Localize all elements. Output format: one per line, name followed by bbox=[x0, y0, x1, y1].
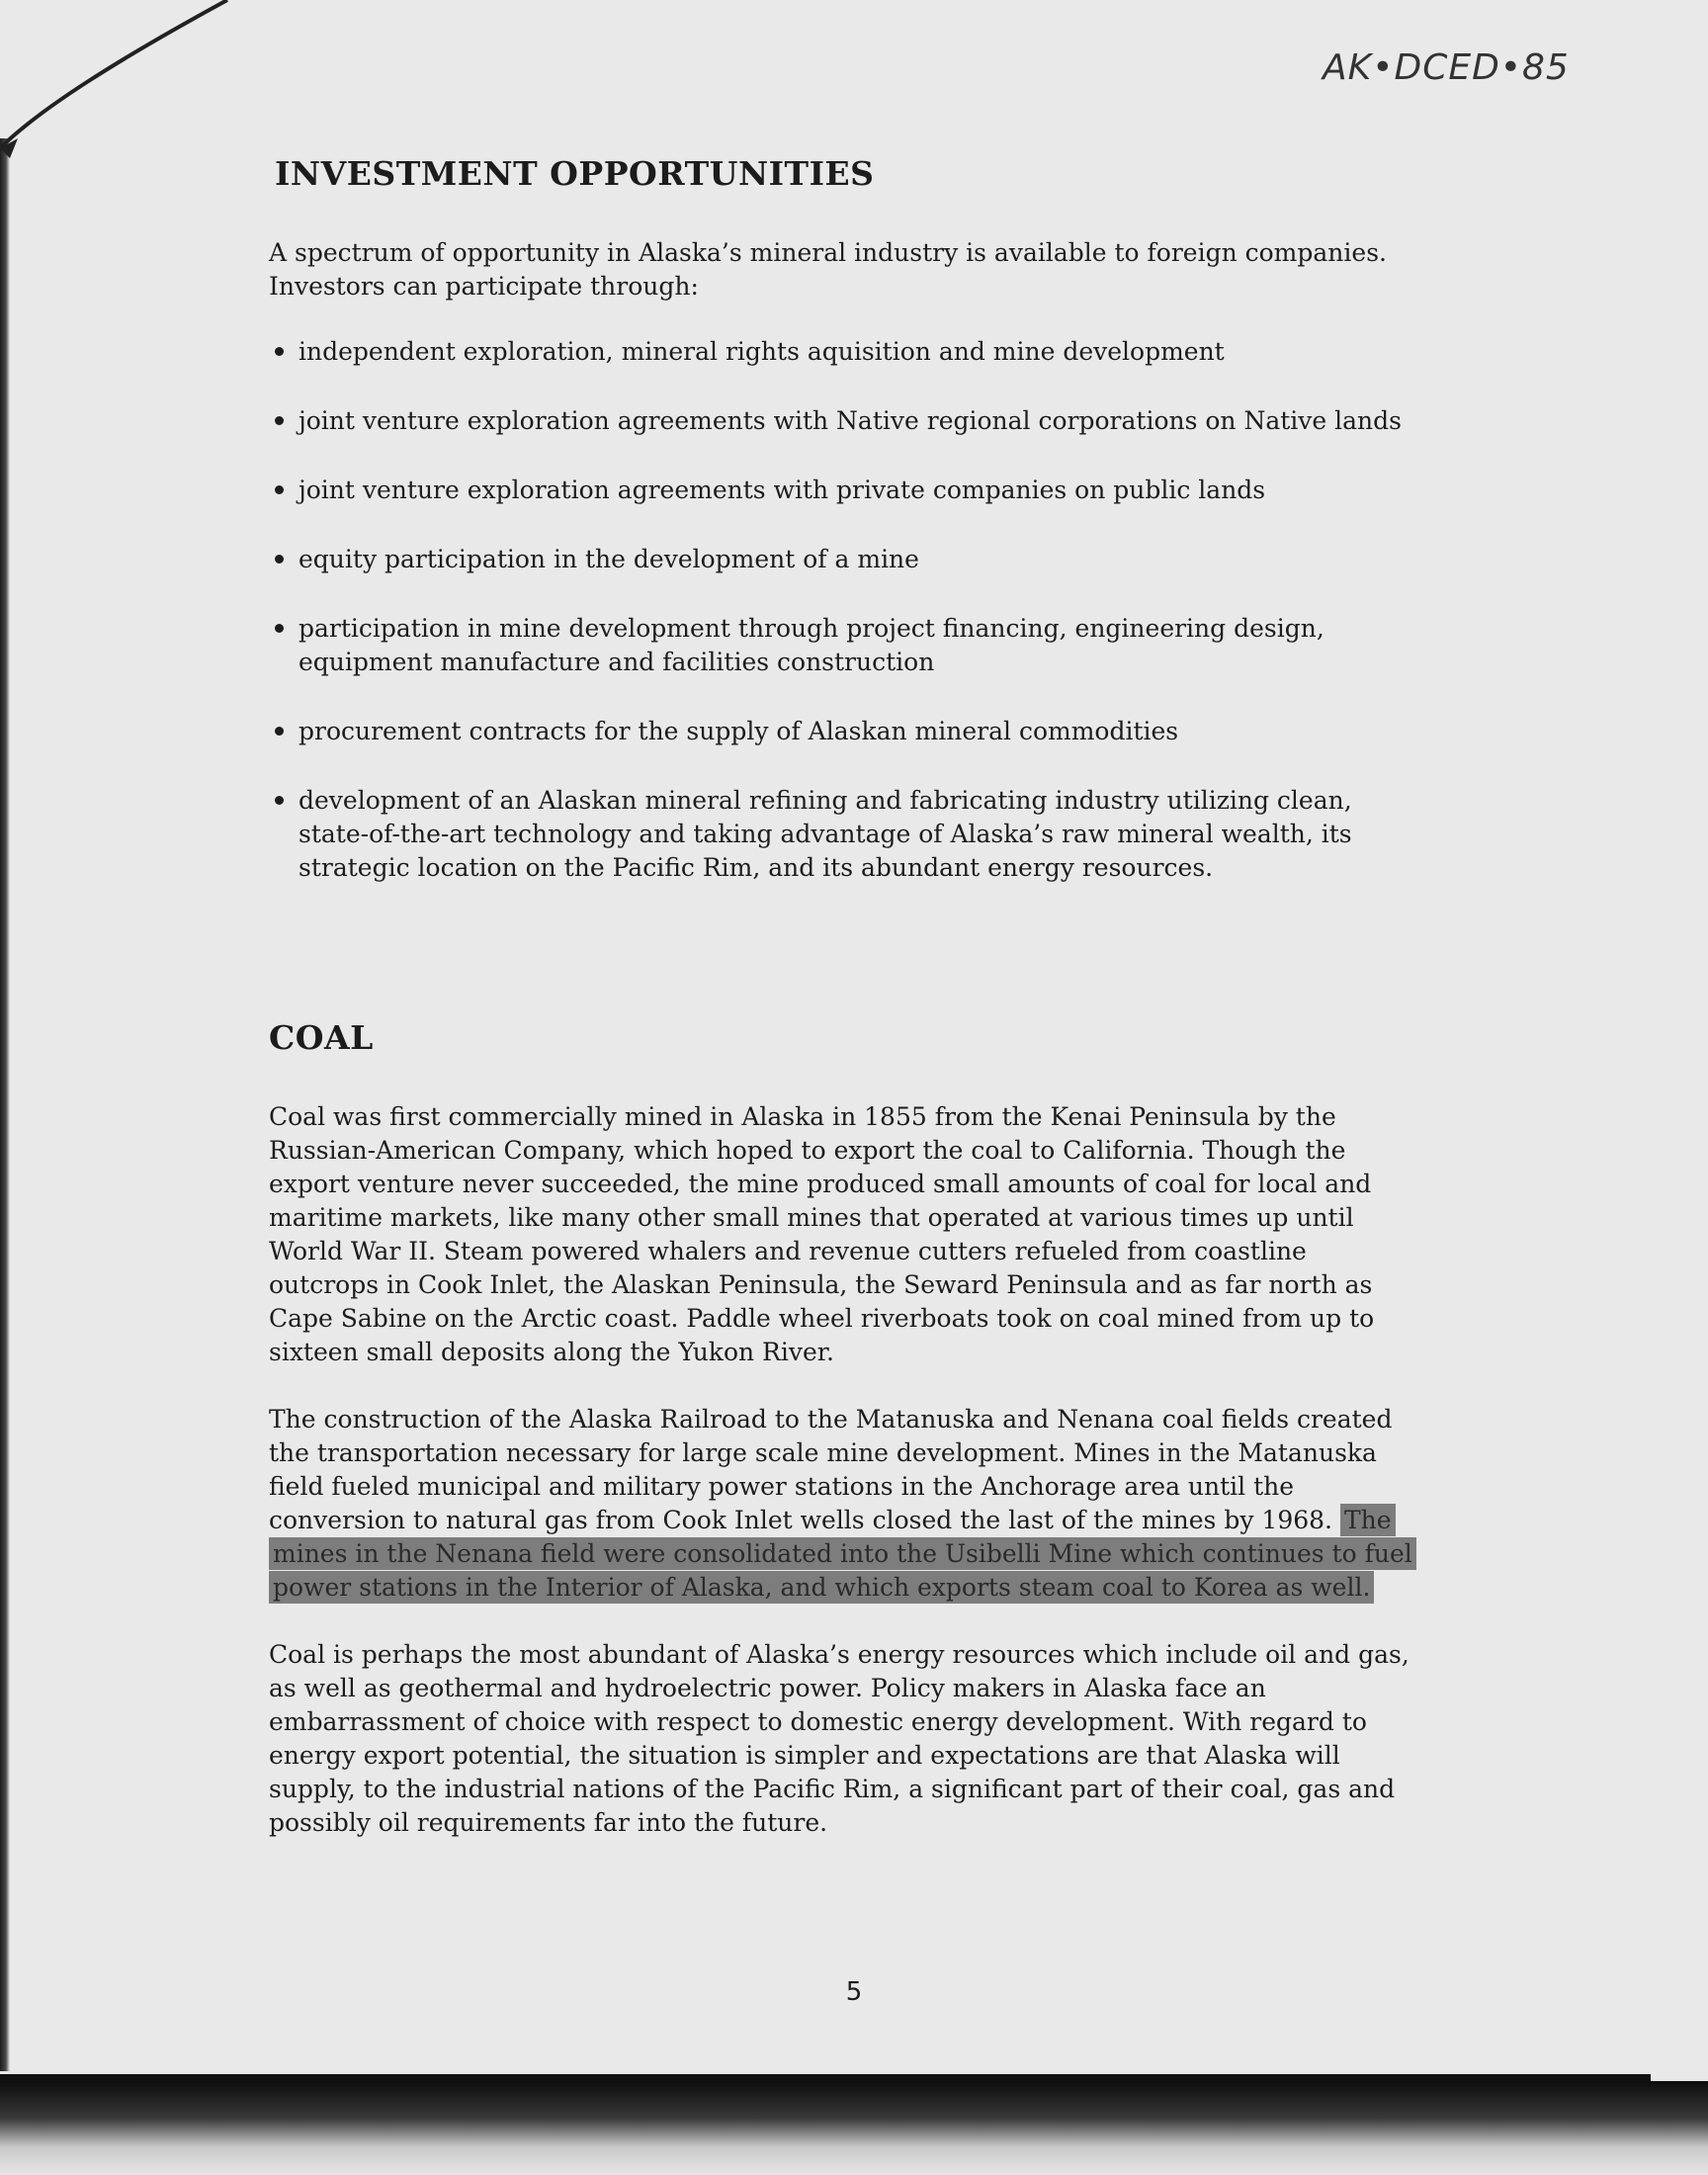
scan-bottom-edge bbox=[0, 2074, 1651, 2081]
highlighted-text: The mines in the Nenana field were consolidated into the Usibelli Mine which continues to fuel power stations in the Interior of Alaska, and which exports steam coal to Korea as well. bbox=[269, 1504, 1416, 1604]
investment-heading: INVESTMENT OPPORTUNITIES bbox=[275, 154, 875, 193]
coal-section bbox=[269, 1018, 1415, 1873]
coal-paragraph-1: Coal was first commercially mined in Alaska in 1855 from the Kenai Peninsula by the Russian-American Company, which hoped to export the coal to California. Though the export venture never succeeded, the mine produced small amounts of coal for local and maritime markets, like many other small mines that operated at various times up until World War II. Steam powered whalers and revenue cutters refueled from coastline outcrops in Cook Inlet, the Alaskan Peninsula, the Seward Peninsula and as far north as Cape Sabine on the Arctic coast. Paddle wheel riverboats took on coal mined from up to sixteen small deposits along the Yukon River. bbox=[269, 1102, 1375, 1366]
investment-bullet-list bbox=[269, 335, 1415, 885]
list-item: joint venture exploration agreements with Native regional corporations on Native lands bbox=[269, 404, 1415, 438]
list-item: equity participation in the development of a mine bbox=[269, 543, 1415, 576]
list-item: procurement contracts for the supply of Alaskan mineral commodities bbox=[269, 715, 1415, 748]
list-item: independent exploration, mineral rights aquisition and mine development bbox=[269, 335, 1415, 369]
page-number: 5 bbox=[845, 1977, 863, 2007]
list-item: participation in mine development through project financing, engineering design, equipment manufacture and facilities construction bbox=[269, 612, 1415, 679]
list-item: joint venture exploration agreements with private companies on public lands bbox=[269, 474, 1415, 507]
investment-section bbox=[269, 154, 1415, 920]
scan-background bbox=[0, 2081, 1708, 2175]
coal-heading: COAL bbox=[269, 1018, 374, 1057]
coal-paragraph-2 bbox=[269, 1403, 1415, 1605]
folded-corner-line bbox=[0, 0, 237, 158]
coal-paragraph-3: Coal is perhaps the most abundant of Alaska’s energy resources which include oil and gas, as well as geothermal and hydroelectric power. Policy makers in Alaska face an embarrassment of choice with respect to domestic energy development. With regard to energy export potential, the situation is simpler and expectations are that Alaska will supply, to the industrial nations of the Pacific Rim, a significant part of their coal, gas and possibly oil requirements far into the future. bbox=[269, 1640, 1409, 1837]
coal-paragraph-2-text: The construction of the Alaska Railroad to the Matanuska and Nenana coal fields created the transportation necessary for large scale mine development. Mines in the Matanuska field fueled municipal and military power stations in the Anchorage area until the conversion to natural gas from Cook Inlet wells closed the last of the mines by 1968. bbox=[269, 1405, 1393, 1534]
list-item: development of an Alaskan mineral refining and fabricating industry utilizing clean, state-of-the-art technology and taking advantage of Alaska’s raw mineral wealth, its strategic location on the Pacific Rim, and its abundant energy resources. bbox=[269, 784, 1415, 885]
handwritten-note: AK•DCED•85 bbox=[1323, 47, 1570, 88]
scan-left-edge bbox=[0, 138, 10, 2071]
investment-intro: A spectrum of opportunity in Alaska’s mineral industry is available to foreign companies. Investors can participate through: bbox=[269, 238, 1387, 301]
